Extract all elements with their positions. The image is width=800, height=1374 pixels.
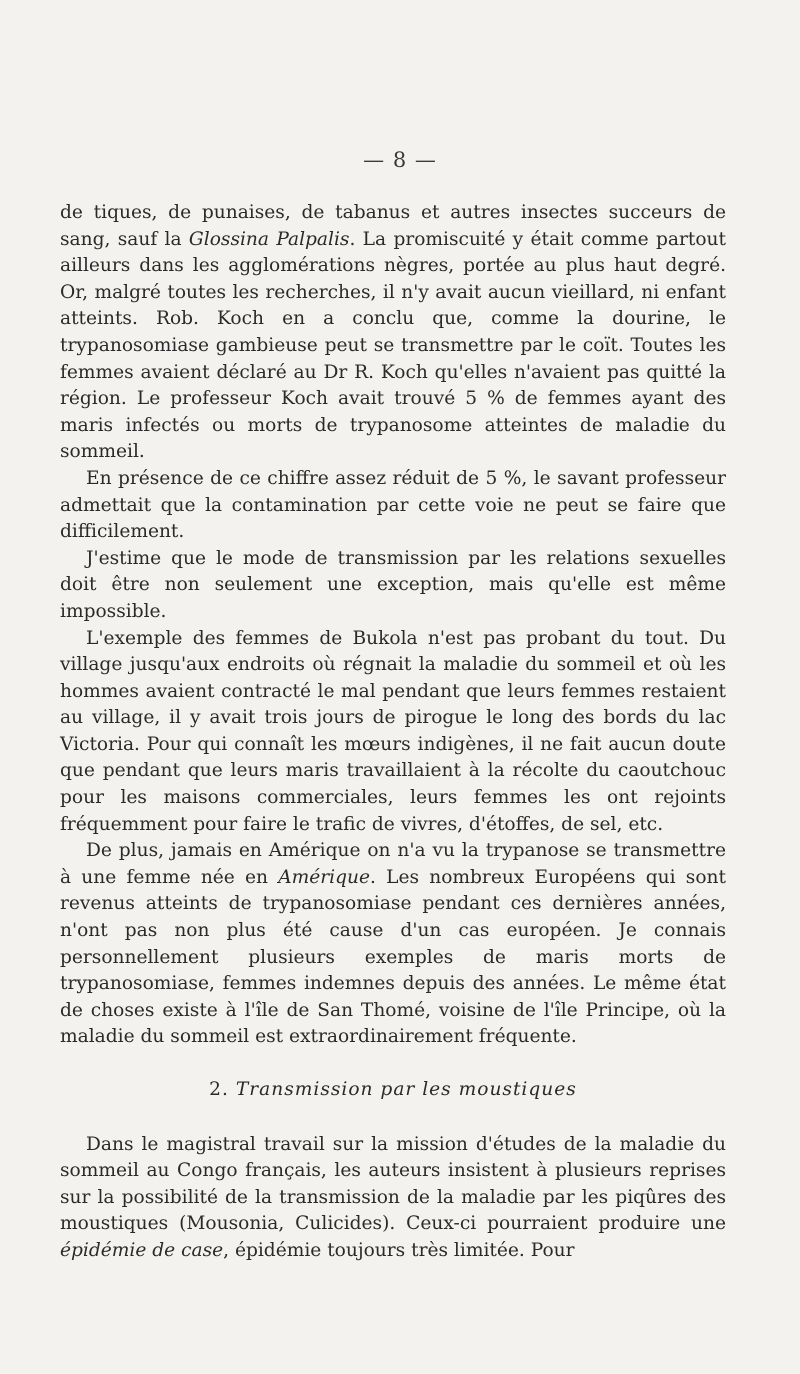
text-segment: . La promiscuité y était comme partout ailleurs dans les agglomérations nègres, portée au plus haut degré. Or, malgré toutes les recherches, il n'y avait aucun vieillard, ni enfant atteints. Rob. Koch en a conclu que, comme la dourine, le trypanosomiase gambieuse peut se transmettre par le coït. Toutes les femmes avaient déclaré au Dr R. Koch qu'elles n'avaient pas quitté la région. Le professeur Koch avait trouvé 5 % de femmes ayant des maris infectés ou morts de trypanosome atteintes de maladie du sommeil. xyxy=(60,228,726,463)
italic-text: Amérique xyxy=(278,866,370,888)
text-segment: . Les nombreux Européens qui sont revenus atteints de trypanosomiase pendant ces dernières années, n'ont pas non plus été cause d'un cas européen. Je connais personnellement plusieurs exemples de maris morts de trypanosomiase, femmes indemnes depuis des années. Le même état de choses existe à l'île de San Thomé, voisine de l'île Principe, où la maladie du sommeil est extraordinairement fréquente. xyxy=(60,866,726,1048)
text-segment: , épidémie toujours très limitée. Pour xyxy=(223,1239,575,1261)
paragraph xyxy=(60,838,726,1051)
text-segment: En présence de ce chiffre assez réduit de 5 %, le savant professeur admettait que la contamination par cette voie ne peut se faire que difficilement. xyxy=(60,467,726,543)
paragraph xyxy=(60,626,726,839)
text-segment: J'estime que le mode de transmission par les relations sexuelles doit être non seulement une exception, mais qu'elle est même impossible. xyxy=(60,547,726,622)
section-heading xyxy=(60,1077,726,1104)
paragraph xyxy=(60,466,726,546)
italic-text: Glossina Palpalis xyxy=(188,228,350,250)
text-segment: L'exemple des femmes de Bukola n'est pas probant du tout. Du village jusqu'aux endroits où régnait la maladie du sommeil et où les hommes avaient contracté le mal pendant que leurs femmes restaient au village, il y avait trois jours de pirogue le long des bords du lac Victoria. Pour qui connaît les mœurs indigènes, il ne fait aucun doute que pendant que leurs maris travaillaient à la récolte du caoutchouc pour les maisons commerciales, leurs femmes les ont rejoints fréquemment pour faire le trafic de vivres, d'étoffes, de sel, etc. xyxy=(60,627,726,835)
text-segment: de tiques, de punaises, de tabanus et autres insectes succeurs de sang, sauf la xyxy=(60,202,726,250)
section-title: Transmission par les moustiques xyxy=(235,1079,577,1100)
page-number: — 8 — xyxy=(363,148,437,172)
paragraph xyxy=(60,1132,726,1265)
section-number: 2. xyxy=(209,1079,229,1100)
text-segment: Dans le magistral travail sur la mission d'études de la maladie du sommeil au Congo français, les auteurs insistent à plusieurs reprises sur la possibilité de la transmission de la maladie par les piqûres des moustiques (Mousonia, Culicides). Ceux-ci pourraient produire une xyxy=(60,1133,726,1235)
paragraph xyxy=(60,200,726,466)
body-text xyxy=(60,200,726,1265)
paragraphs-after-section xyxy=(60,1132,726,1265)
text-segment: De plus, jamais en Amérique on n'a vu la trypanose se transmettre à une femme née en xyxy=(60,840,726,888)
paragraphs-before-section xyxy=(60,200,726,1051)
paragraph xyxy=(60,546,726,626)
italic-text: épidémie de case xyxy=(60,1239,224,1261)
